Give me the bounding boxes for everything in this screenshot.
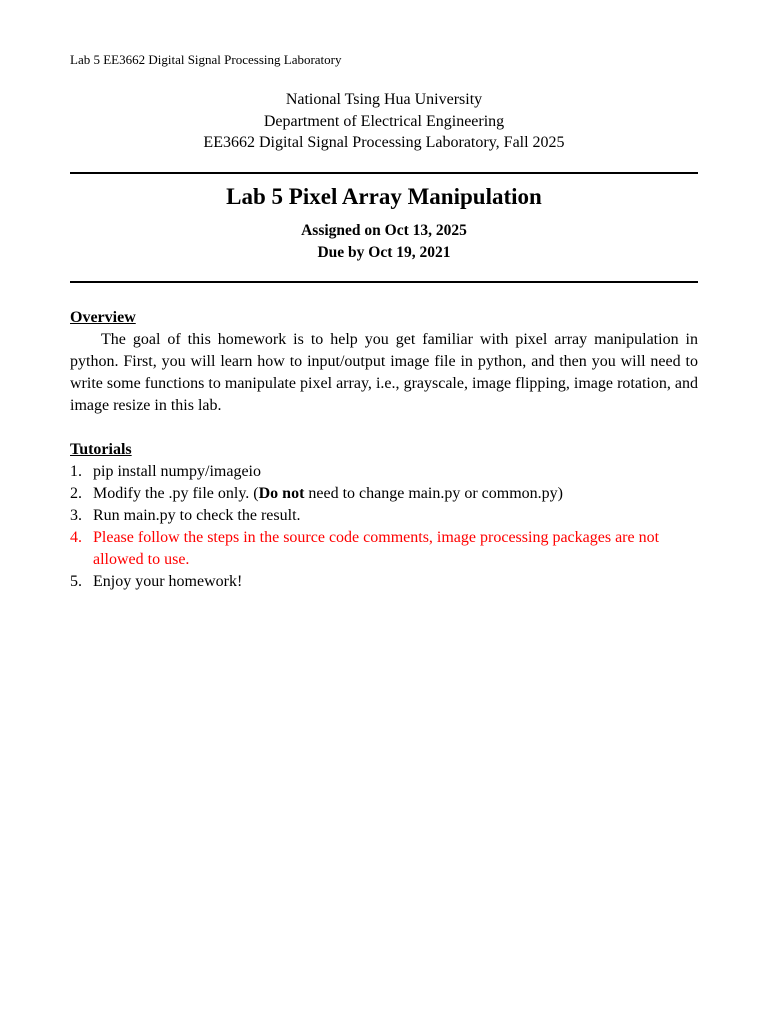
course-name: EE3662 Digital Signal Processing Laboratory, Fall 2025 xyxy=(203,134,565,151)
tutorial-item-3 xyxy=(70,505,698,527)
due-date: Due by Oct 19, 2021 xyxy=(317,244,451,261)
tutorials-heading: Tutorials xyxy=(70,441,132,458)
dates-block xyxy=(0,220,768,264)
list-item-text: Please follow the steps in the source code comments, image processing packages are not allowed to use. xyxy=(93,529,660,568)
list-number: 4. xyxy=(70,529,82,546)
tutorial-item-2 xyxy=(70,483,698,505)
overview-paragraph: The goal of this homework is to help you get familiar with pixel array manipulation in python. First, you will learn how to input/output image file in python, and then you will need to write some functions to manipulate pixel array, i.e., grayscale, image flipping, image rotation, and image resize in this lab. xyxy=(70,331,698,414)
list-item-text-end: need to change main.py or common.py) xyxy=(304,485,563,502)
tutorial-item-5 xyxy=(70,571,698,593)
list-number: 1. xyxy=(70,463,82,480)
list-item-text-start: Modify the .py file only. ( xyxy=(93,485,259,502)
department-name: Department of Electrical Engineering xyxy=(263,112,505,130)
list-item-text: pip install numpy/imageio xyxy=(93,463,261,480)
do-not-emphasis: Do not xyxy=(258,485,305,502)
running-header: Lab 5 EE3662 Digital Signal Processing Laboratory xyxy=(70,52,342,67)
masthead xyxy=(0,89,768,154)
university-name: National Tsing Hua University xyxy=(285,91,483,108)
tutorial-list xyxy=(70,461,698,593)
top-divider xyxy=(70,172,698,174)
page-title: Lab 5 Pixel Array Manipulation xyxy=(226,184,542,209)
list-number: 5. xyxy=(70,573,82,590)
list-item-text: Enjoy your homework! xyxy=(93,573,243,590)
list-number: 3. xyxy=(70,507,82,524)
assigned-date: Assigned on Oct 13, 2025 xyxy=(301,222,467,239)
bottom-divider xyxy=(70,281,698,283)
list-item-text xyxy=(93,485,563,502)
list-item-text: Run main.py to check the result. xyxy=(93,507,301,524)
tutorial-item-4-warning xyxy=(70,527,698,571)
list-number: 2. xyxy=(70,485,82,502)
overview-heading: Overview xyxy=(70,309,136,326)
tutorial-item-1 xyxy=(70,461,698,483)
